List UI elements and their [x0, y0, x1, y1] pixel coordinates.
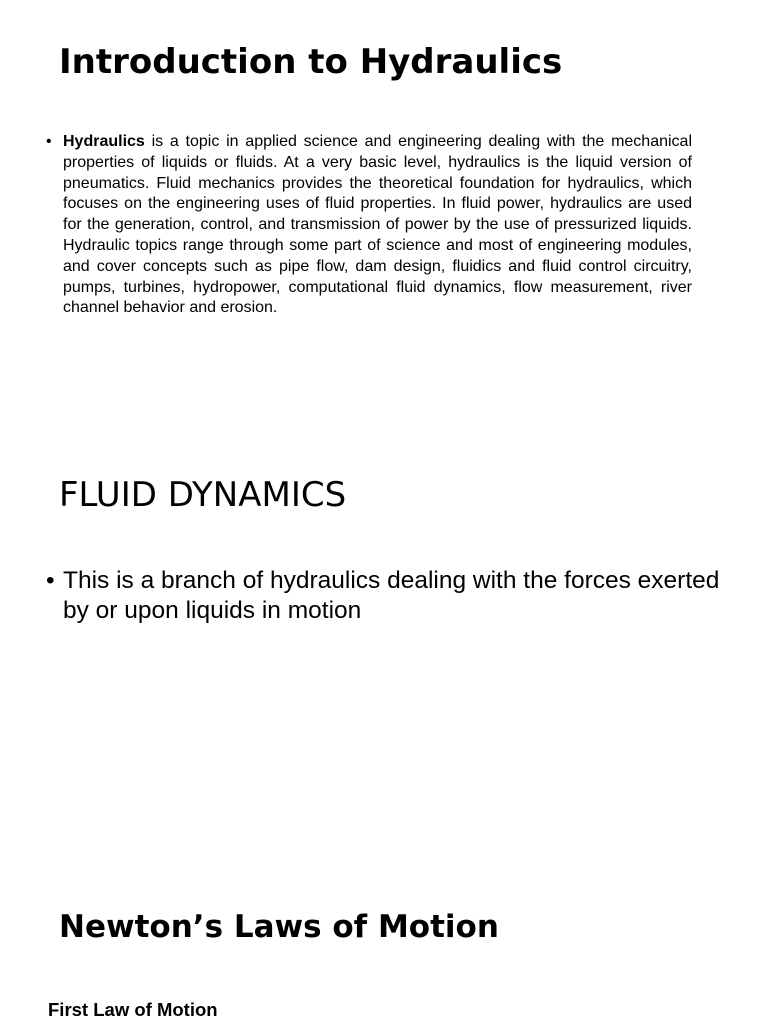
bullet-icon: • [46, 567, 55, 594]
intro-paragraph [63, 132, 692, 319]
fluid-dynamics-text: This is a branch of hydraulics dealing with the forces exerted by or upon liquids in motion [63, 567, 720, 624]
intro-title: Introduction to Hydraulics [59, 42, 563, 82]
hydraulics-term: Hydraulics [63, 133, 145, 150]
intro-body-text: is a topic in applied science and engineering dealing with the mechanical properties of liquids or fluids. At a very basic level, hydraulics is the liquid version of pneumatics. Fluid mechanics provides the theoretical foundation for hydraulics, which focuses on the engineering uses of fluid properties. In fluid power, hydraulics are used for the generation, control, and transmission of power by the use of pressurized liquids. Hydraulic topics range through some part of science and most of engineering modules, and cover concepts such as pipe flow, dam design, fluidics and fluid control circuitry, pumps, turbines, hydropower, computational fluid dynamics, flow measurement, river channel behavior and erosion. [63, 133, 692, 317]
intro-bullet-item [46, 132, 692, 319]
fluid-dynamics-title: FLUID DYNAMICS [59, 475, 347, 515]
bullet-icon: • [46, 133, 52, 150]
newtons-laws-title: Newton’s Laws of Motion [59, 909, 499, 945]
fluid-dynamics-bullet-item [46, 566, 736, 626]
first-law-heading: First Law of Motion [48, 999, 218, 1020]
